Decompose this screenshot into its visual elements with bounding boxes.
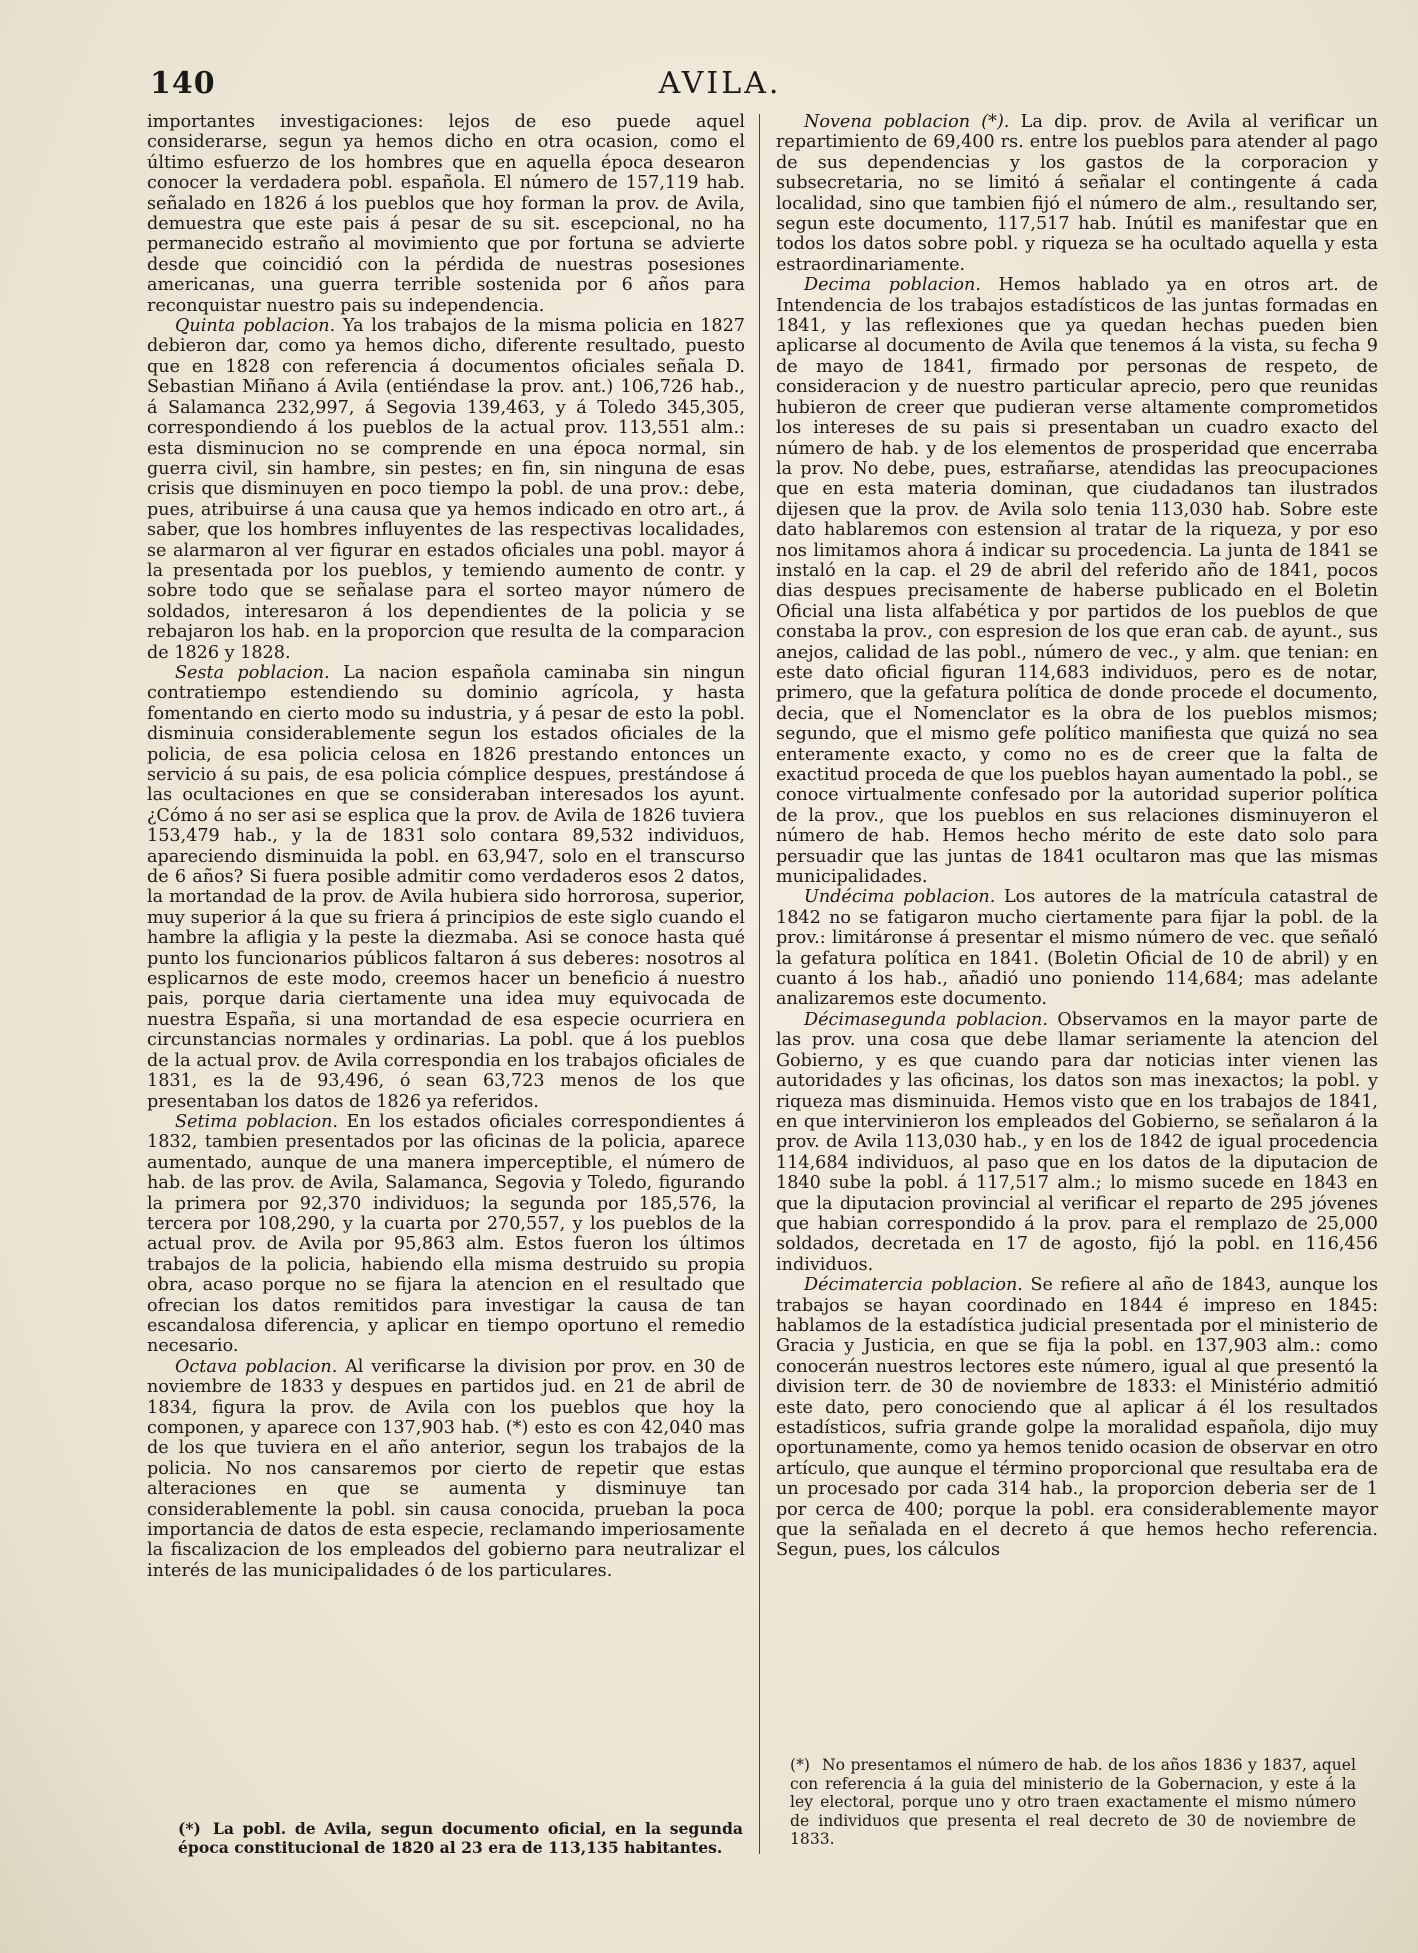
paragraph	[776, 1275, 1378, 1561]
section-heading: Quinta poblacion.	[175, 316, 336, 337]
paragraph	[147, 663, 745, 1112]
paragraph-text: La nacion española caminaba sin ningun contratiempo estendiendo su dominio agrícola, y hasta fomentando en cierto modo su industria, y á pesar de esto la pobl. disminuia considerablemente segun los estados oficiales de la policia, de esa policia celosa en 1826 prestando entonces un servicio á su pais, de esa policia cómplice despues, prestándose á las ocultaciones en que se consideraban interesados los ayunt. ¿Cómo á no ser asi se esplica que la prov. de Avila de 1826 tuviera 153,479 hab., y la de 1831 solo contara 89,532 individuos, apareciendo disminuida la pobl. en 63,947, solo en el transcurso de 6 años? Si fuera posible admitir como verdaderos esos 2 datos, la mortandad de la prov. de Avila hubiera sido horrorosa, superior, muy superior á la que su friera á principios de este siglo cuando el hambre la afligia y la peste la diezmaba. Asi se conoce hasta qué punto los funcionarios públicos faltaron á sus deberes: nosotros al esplicarnos de este modo, creemos hacer un beneficio á nuestro pais, porque daria ciertamente una idea muy equivocada de nuestra España, si una mortandad de esa especie ocurriera en circunstancias normales y ordinarias. La pobl. que á los pueblos de la actual prov. de Avila correspondia en los trabajos oficiales de 1831, es la de 93,496, ó sean 63,723 menos de los que presentaban los datos de 1826 ya referidos.	[147, 662, 745, 1112]
paragraph	[776, 887, 1378, 1009]
paragraph-text: Los autores de la matrícula catastral de 1842 no se fatigaron mucho ciertamente para fijar la pobl. de la prov.: limitáronse á presentar el mismo número de vec. que señaló la gefatura política en 1841. (Boletin Oficial de 10 de abril) y en cuanto á los hab., añadió uno poniendo 114,684; mas adelante analizaremos este documento.	[776, 887, 1379, 1010]
section-heading: Decima poblacion.	[804, 275, 981, 296]
footnote-right	[790, 1756, 1356, 1849]
paragraph	[776, 275, 1378, 887]
page-number: 140	[150, 66, 216, 101]
paragraph	[147, 1357, 745, 1581]
section-heading: Décimatercia poblacion.	[804, 1275, 1023, 1296]
section-heading: Décimasegunda poblacion.	[804, 1009, 1048, 1030]
section-heading: Octava poblacion.	[175, 1356, 338, 1377]
paragraph-text: Al verificarse la division por prov. en 30 de noviembre de 1833 y despues en partidos jud. en 21 de abril de 1834, figura la prov. de Avila con los pueblos que hoy la componen, y aparece con 137,903 hab. (*) esto es con 42,040 mas de los que tuviera en el año anterior, segun los trabajos de la policia. No nos cansaremos por cierto de repetir que estas alteraciones en que se aumenta y disminuye tan considerablemente la pobl. sin causa conocida, prueban la poca importancia de datos de esta especie, reclamando imperiosamente la fiscalizacion de los empleados del gobierno para neutralizar el interés de las municipalidades ó de los particulares.	[147, 1356, 746, 1581]
footnote-left	[178, 1820, 743, 1857]
paragraph	[147, 316, 745, 663]
column-divider	[759, 114, 760, 1854]
paragraph-text: Hemos hablado ya en otros art. de Intendencia de los trabajos estadísticos de las juntas formadas en 1841, y las reflexiones que ya quedan hechas pueden bien aplicarse al documento de Avila que tenemos á la vista, su fecha 9 de mayo de 1841, firmado por personas de respeto, de consideracion y de nuestro particular aprecio, pero que reunidas hubieron de creer que pudieran verse altamente comprometidos los intereses de su pais si presentaban un cuadro exacto del número de hab. y de los elementos de prosperidad que encerraba la prov. No debe, pues, estrañarse, atendidas las preocupaciones que en esta materia dominan, que ciudadanos tan ilustrados dijesen que la prov. de Avila solo tenia 113,030 hab. Sobre este dato hablaremos con estension al tratar de la riqueza, y por eso nos limitamos ahora á indicar su procedencia. La junta de 1841 se instaló en la cap. el 29 de abril del referido año de 1841, pocos dias despues precisamente de haberse publicado en el Boletin Oficial una lista alfabética y por partidos de los pueblos de que constaba la prov., con espresion de los que eran cab. de ayunt., sus anejos, calidad de las pobl., número de vec., y alm. que tenian: en este dato oficial figuran 114,683 individuos, pero es de notar, primero, que la gefatura política de donde procede el documento, decia, que el Nomenclator es la obra de los pueblos mismos; segundo, que el mismo gefe político manifiesta que quizá no sea enteramente exacto, y como no es de creer que la falta de exactitud proceda de que los pueblos hayan aumentado la pobl., se conoce virtualmente confesado por la autoridad superior política de la prov., que los pueblos en sus relaciones disminuyeron el número de hab. Hemos hecho mérito de este dato solo para persuadir que las juntas de 1841 ocultaron mas que las mismas municipalidades.	[776, 275, 1378, 888]
paragraph	[776, 112, 1378, 275]
right-column	[776, 112, 1378, 1561]
footnote-text: La pobl. de Avila, segun documento oficial, en la segunda época constitucional de 1820 al 23 era de 113,135 habitantes.	[178, 1819, 743, 1857]
running-title: AVILA.	[658, 66, 782, 101]
paragraph-text: Observamos en la mayor parte de las prov. una cosa que debe llamar seriamente la atencion del Gobierno, y es que cuando para dar noticias inter vienen las autoridades y las oficinas, los datos son mas inexactos; la pobl. y riqueza mas disminuida. Hemos visto que en los trabajos de 1841, en que intervinieron los empleados del Gobierno, se señalaron á la prov. de Avila 113,030 hab., y en los de 1842 de igual procedencia 114,684 individuos, al paso que en los datos de la diputacion de 1840 sube la pobl. á 117,517 alm.; lo mismo sucede en 1843 en que la diputacion provincial al verificar el reparto de 295 jóvenes que habian correspondido á la prov. para el remplazo de 25,000 soldados, decretada en 17 de agosto, fijó la pobl. en 116,456 individuos.	[776, 1009, 1378, 1275]
section-heading: Undécima poblacion.	[804, 887, 996, 908]
left-column	[147, 112, 745, 1581]
section-heading: Novena poblacion (*).	[804, 112, 1010, 132]
paragraph-text: Se refiere al año de 1843, aunque los trabajos se hayan coordinado en 1844 é impreso en 1845: hablamos de la estadística judicial presentada por el ministerio de Gracia y Justicia, en que se fija la pobl. en 137,903 alm.: como conocerán nuestros lectores este número, igual al que presentó la division terr. de 30 de noviembre de 1833: el Ministério admitió este dato, pero conociendo que al aplicar á él los resultados estadísticos, sufria grande golpe la moralidad española, dijo muy oportunamente, como ya hemos tenido ocasion de observar en otro artículo, que aunque el término proporcional que resultaba era de un procesado por cada 314 hab., la proporcion deberia ser de 1 por cerca de 400; porque la pobl. era considerablemente mayor que la señalada en el decreto á que hemos hecho referencia. Segun, pues, los cálculos	[776, 1275, 1379, 1561]
paragraph	[147, 112, 745, 316]
footnote-marker: (*)	[178, 1819, 201, 1838]
footnote-marker: (*)	[790, 1756, 810, 1774]
paragraph-text: La dip. prov. de Avila al verificar un repartimiento de 69,400 rs. entre los pueblos para atender al pago de sus dependencias y los gastos de la corporacion y subsecretaria, no se limitó á señalar el contingente á cada localidad, sino que tambien fijó el número de alm., resultando ser, segun este documento, 117,517 hab. Inútil es manifestar que en todos los datos sobre pobl. y riqueza se ha ocultado aquella y esta estraordinariamente.	[776, 112, 1378, 275]
paragraph-text: Ya los trabajos de la misma policia en 1827 debieron dar, como ya hemos dicho, diferente resultado, puesto que en 1828 con referencia á documentos oficiales señala D. Sebastian Miñano á Avila (entiéndase la prov. ant.) 106,726 hab., á Salamanca 232,997, á Segovia 139,463, y á Toledo 345,305, correspondiendo á los pueblos de la actual prov. 113,551 alm.: esta disminucion no se comprende en una época normal, sin guerra civil, sin hambre, sin pestes; en fin, sin ninguna de esas crisis que disminuyen en poco tiempo la pobl. de una prov.: debe, pues, atribuirse á una causa que ya hemos indicado en otro art., á saber, que los hombres influyentes de las respectivas localidades, se alarmaron al ver figurar en estados oficiales una pobl. mayor á la presentada por los pueblos, y temiendo aumento de contr. y sobre todo que se señalase para el sorteo mayor número de soldados, interesaron á los dependientes de la policia y se rebajaron los hab. en la proporcion que resulta de la comparacion de 1826 y 1828.	[147, 316, 745, 663]
paragraph-text: En los estados oficiales correspondientes á 1832, tambien presentados por las oficinas de la policia, aparece aumentado, aunque de una manera imperceptible, el número de hab. de las prov. de Avila, Salamanca, Segovia y Toledo, figurando la primera por 92,370 individuos; la segunda por 185,576, la tercera por 108,290, y la cuarta por 270,557, y los pueblos de la actual prov. de Avila por 95,863 alm. Estos fueron los últimos trabajos de la policia, habiendo ella misma destruido su propia obra, acaso porque no se fijara la atencion en el resultado que ofrecian los datos remitidos para investigar la causa de tan escandalosa diferencia, y aplicar en tiempo oportuno el remedio necesario.	[147, 1111, 745, 1357]
footnote-text: No presentamos el número de hab. de los años 1836 y 1837, aquel con referencia á la guia del ministerio de la Gobernacion, y este á la ley electoral, porque uno y otro traen exactamente el mismo número de individuos que presenta el real decreto de 30 de noviembre de 1833.	[790, 1756, 1356, 1849]
paragraph	[776, 1010, 1378, 1275]
paragraph	[147, 1112, 745, 1357]
section-heading: Setima poblacion.	[175, 1111, 339, 1132]
paragraph-text: importantes investigaciones: lejos de eso puede aquel considerarse, segun ya hemos dicho en otra ocasion, como el último esfuerzo de los hombres que en aquella época desearon conocer la verdadera pobl. española. El número de 157,119 hab. señalado en 1826 á los pueblos que hoy forman la prov. de Avila, demuestra que este pais á pesar de su sit. escepcional, no ha permanecido estraño al movimiento que por fortuna se advierte desde que coincidió con la pérdida de nuestras posesiones americanas, una guerra terrible sostenida por 6 años para reconquistar nuestro pais su independencia.	[147, 112, 745, 316]
section-heading: Sesta poblacion.	[175, 662, 330, 683]
page-header	[150, 66, 1290, 106]
